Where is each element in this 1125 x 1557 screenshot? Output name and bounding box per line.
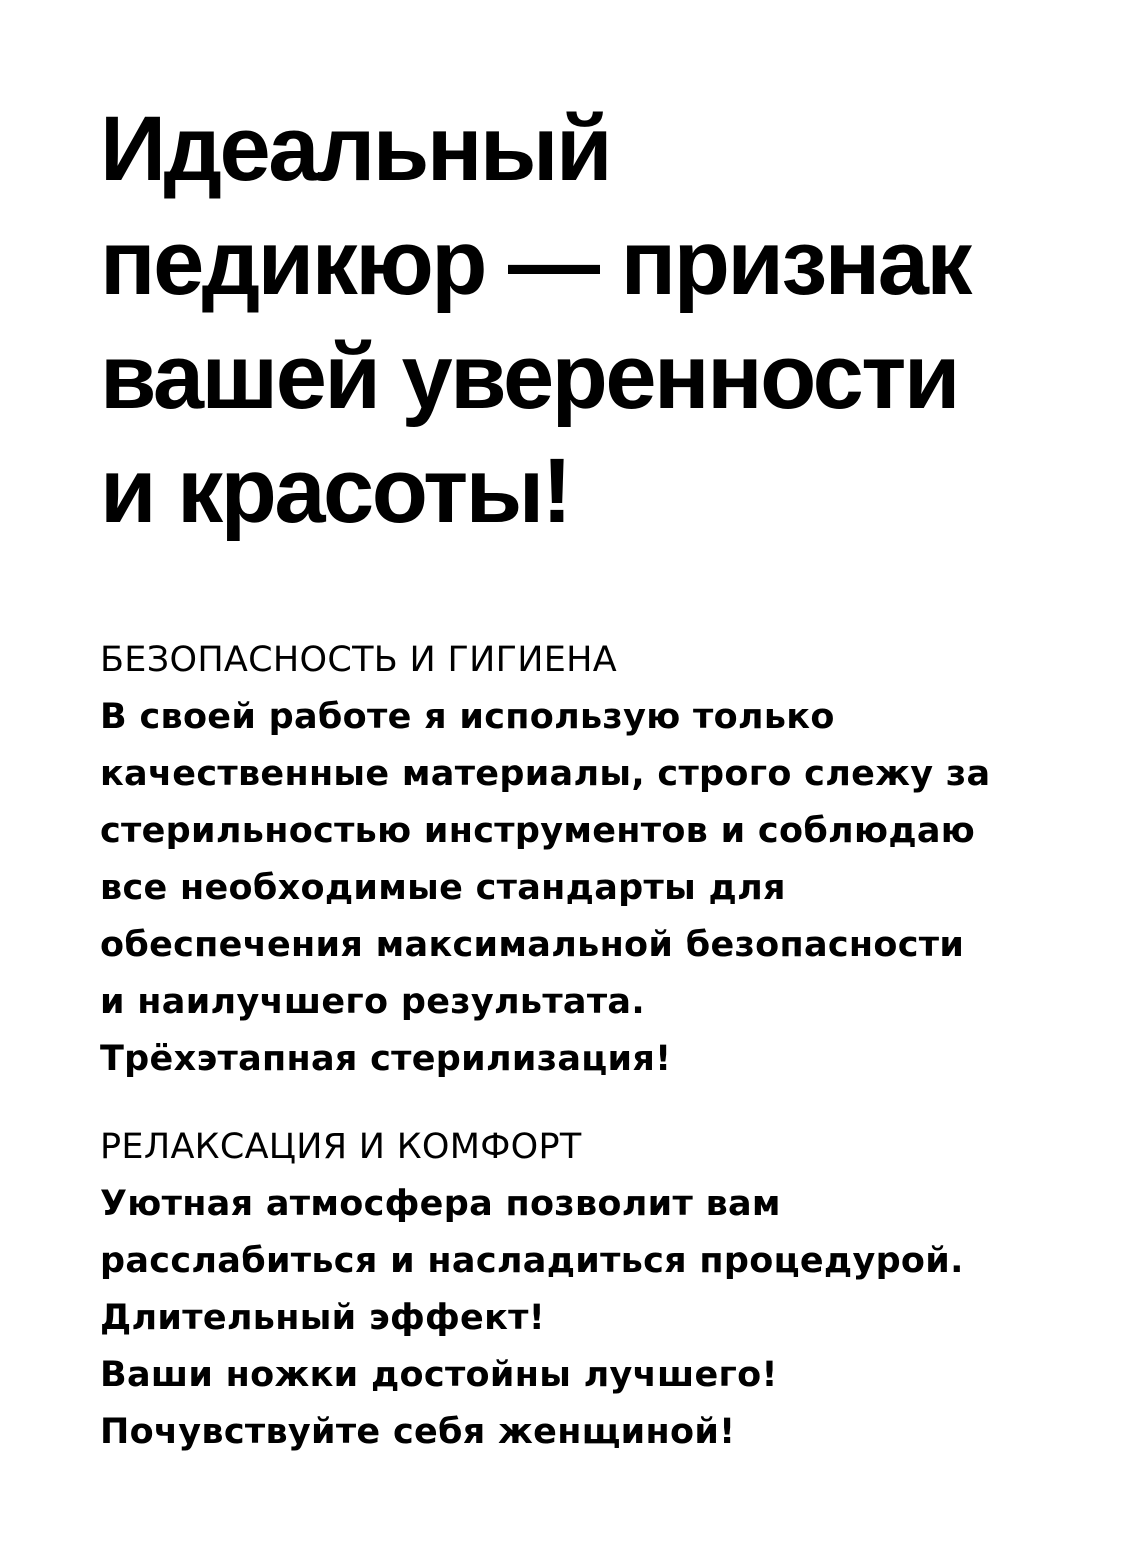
relaxation-comfort-section (100, 1119, 964, 1461)
promo-page (100, 92, 1000, 1452)
headline-line: вашей уверенности (100, 326, 958, 428)
headline-line: и красоты! (100, 440, 570, 542)
headline (100, 92, 1000, 548)
body-text-line: Трёхэтапная стерилизация! (100, 1039, 672, 1079)
body-text-line: стерильностью инструментов и соблюдаю (100, 811, 976, 851)
section-title: РЕЛАКСАЦИЯ И КОМФОРТ (100, 1127, 582, 1167)
body-text-line: Почувствуйте себя женщиной! (100, 1412, 736, 1452)
body-text-line: Длительный эффект! (100, 1298, 546, 1338)
section-title: БЕЗОПАСНОСТЬ И ГИГИЕНА (100, 640, 617, 680)
body-text-line: В своей работе я использую только (100, 697, 835, 737)
body-text-line: Уютная атмосфера позволит вам (100, 1184, 781, 1224)
headline-line: Идеальный (100, 98, 611, 200)
headline-line: педикюр — признак (100, 212, 970, 314)
body-text-line: расслабиться и насладиться процедурой. (100, 1241, 964, 1281)
body-text-line: качественные материалы, строго слежу за (100, 754, 991, 794)
safety-hygiene-section (100, 632, 990, 1088)
body-text-line: Ваши ножки достойны лучшего! (100, 1355, 778, 1395)
body-text-line: обеспечения максимальной безопасности (100, 925, 965, 965)
body-text-line: и наилучшего результата. (100, 982, 645, 1022)
body-text-line: все необходимые стандарты для (100, 868, 786, 908)
